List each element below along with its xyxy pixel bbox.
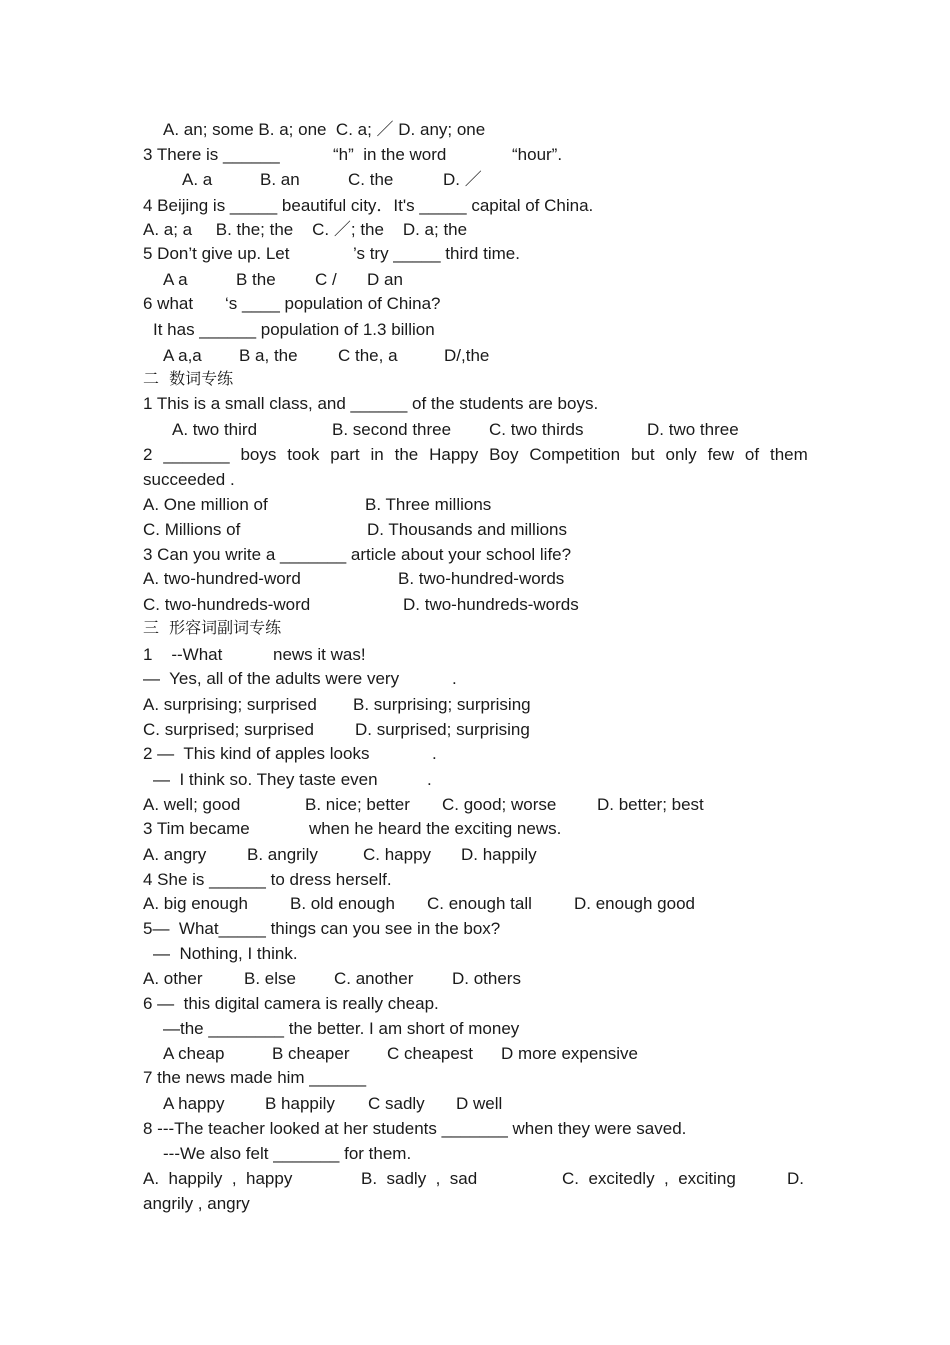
option: B. an	[260, 170, 300, 189]
text-line: A. an; some B. a; one C. a; ／ D. any; one	[163, 120, 486, 139]
option: A a	[163, 270, 188, 289]
word: Competition	[529, 445, 621, 464]
word: Boy	[489, 445, 519, 464]
option: A happy	[163, 1094, 225, 1113]
question-line: ---We also felt _______ for them.	[163, 1144, 412, 1163]
option: A cheap	[163, 1044, 225, 1063]
option: C. happy	[363, 845, 432, 864]
option: C /	[315, 270, 337, 289]
option: B happily	[265, 1094, 335, 1113]
text-segment: “hour”.	[512, 145, 563, 164]
text-segment: .	[432, 744, 437, 763]
option: A. happily , happy	[143, 1169, 293, 1188]
option: A. angry	[143, 845, 207, 864]
text-segment: news it was!	[273, 645, 366, 664]
justified-question-line	[143, 445, 808, 465]
option: D an	[367, 270, 403, 289]
text-segment: .	[452, 669, 457, 688]
option: C the, a	[338, 346, 398, 365]
text-segment: 5 Don’t give up. Let	[143, 244, 290, 263]
option: B. else	[244, 969, 296, 988]
text-segment: 3 Tim became	[143, 819, 250, 838]
option-line	[143, 1169, 813, 1289]
text-segment: 2 — This kind of apples looks	[143, 744, 370, 763]
option: B. old enough	[290, 894, 395, 913]
option: A. other	[143, 969, 203, 988]
option: B. nice; better	[305, 795, 410, 814]
option: A. big enough	[143, 894, 248, 913]
word: few	[707, 445, 735, 464]
text-segment: ’s try _____ third time.	[353, 244, 520, 263]
word: took	[287, 445, 320, 464]
word: boys	[240, 445, 277, 464]
text-segment: — I think so. They taste even	[153, 770, 378, 789]
option: B. two-hundred-words	[398, 569, 565, 588]
option: D. ／	[443, 170, 482, 189]
word: but	[630, 445, 655, 464]
option: C. surprised; surprised	[143, 720, 315, 739]
word: 2	[143, 445, 153, 464]
word: them	[770, 445, 808, 464]
text-segment: ‘s ____ population of China?	[225, 294, 441, 313]
option: B. sadly , sad	[361, 1169, 478, 1188]
text-segment: “h” in the word	[333, 145, 447, 164]
question-line: 4 She is ______ to dress herself.	[143, 870, 392, 889]
option: C cheapest	[387, 1044, 473, 1063]
text-segment: 3 There is ______	[143, 145, 280, 164]
option: A. two third	[172, 420, 258, 439]
word: Happy	[429, 445, 479, 464]
option: D. better; best	[597, 795, 704, 814]
text-segment: — Yes, all of the adults were very	[143, 669, 400, 688]
option: B. Three millions	[365, 495, 492, 514]
text-segment: 1 --What	[143, 645, 223, 664]
option: B cheaper	[272, 1044, 350, 1063]
option: B. second three	[332, 420, 452, 439]
option: B. angrily	[247, 845, 318, 864]
option: D. enough good	[574, 894, 695, 913]
option: A. One million of	[143, 495, 268, 514]
question-line: 5— What_____ things can you see in the box?	[143, 919, 501, 938]
text-segment: .	[427, 770, 432, 789]
option: C. another	[334, 969, 414, 988]
word: of	[744, 445, 760, 464]
option-line: A. a; a B. the; the C. ／; the D. a; the	[143, 220, 468, 239]
option: D. two three	[647, 420, 739, 439]
question-line: 1 This is a small class, and ______ of the students are boys.	[143, 394, 599, 413]
option-line: angrily , angry	[143, 1194, 250, 1213]
text-segment: 6 what	[143, 294, 194, 313]
option: B a, the	[239, 346, 298, 365]
word: the	[394, 445, 419, 464]
option: C. excitedly , exciting	[562, 1169, 736, 1188]
question-line: 8 ---The teacher looked at her students _______ when they were saved.	[143, 1119, 687, 1138]
text-segment: when he heard the exciting news.	[309, 819, 562, 838]
question-line: 6 — this digital camera is really cheap.	[143, 994, 439, 1013]
option: A. two-hundred-word	[143, 569, 301, 588]
section-heading: 二 数词专练	[143, 369, 234, 388]
option: C. Millions of	[143, 520, 241, 539]
option: A. surprising; surprised	[143, 695, 317, 714]
option: B the	[236, 270, 276, 289]
option: C sadly	[368, 1094, 425, 1113]
option: C. enough tall	[427, 894, 532, 913]
option: A. well; good	[143, 795, 241, 814]
word: part	[330, 445, 360, 464]
option: D. Thousands and millions	[367, 520, 568, 539]
option: D. surprised; surprising	[355, 720, 530, 739]
option: D. others	[452, 969, 521, 988]
question-line: 7 the news made him ______	[143, 1068, 367, 1087]
option: D. happily	[461, 845, 537, 864]
word: only	[665, 445, 697, 464]
option: D.	[787, 1169, 804, 1188]
question-line: It has ______ population of 1.3 billion	[153, 320, 435, 339]
section-heading: 三 形容词副词专练	[143, 618, 282, 637]
option: C. good; worse	[442, 795, 557, 814]
option: C. two thirds	[489, 420, 584, 439]
option: B. surprising; surprising	[353, 695, 531, 714]
question-line: — Nothing, I think.	[153, 944, 298, 963]
question-line: —the ________ the better. I am short of money	[163, 1019, 520, 1038]
option: D. two-hundreds-words	[403, 595, 579, 614]
option: C. the	[348, 170, 394, 189]
option: D well	[456, 1094, 503, 1113]
option: D/,the	[444, 346, 490, 365]
question-line: 4 Beijing is _____ beautiful city．It's _____ capital of China.	[143, 196, 594, 215]
question-line: 3 Can you write a _______ article about your school life?	[143, 545, 572, 564]
option: D more expensive	[501, 1044, 639, 1063]
word: _______	[163, 445, 230, 464]
question-line: succeeded .	[143, 470, 235, 489]
option: C. two-hundreds-word	[143, 595, 311, 614]
option: A. a	[182, 170, 213, 189]
word: in	[370, 445, 384, 464]
option: A a,a	[163, 346, 202, 365]
